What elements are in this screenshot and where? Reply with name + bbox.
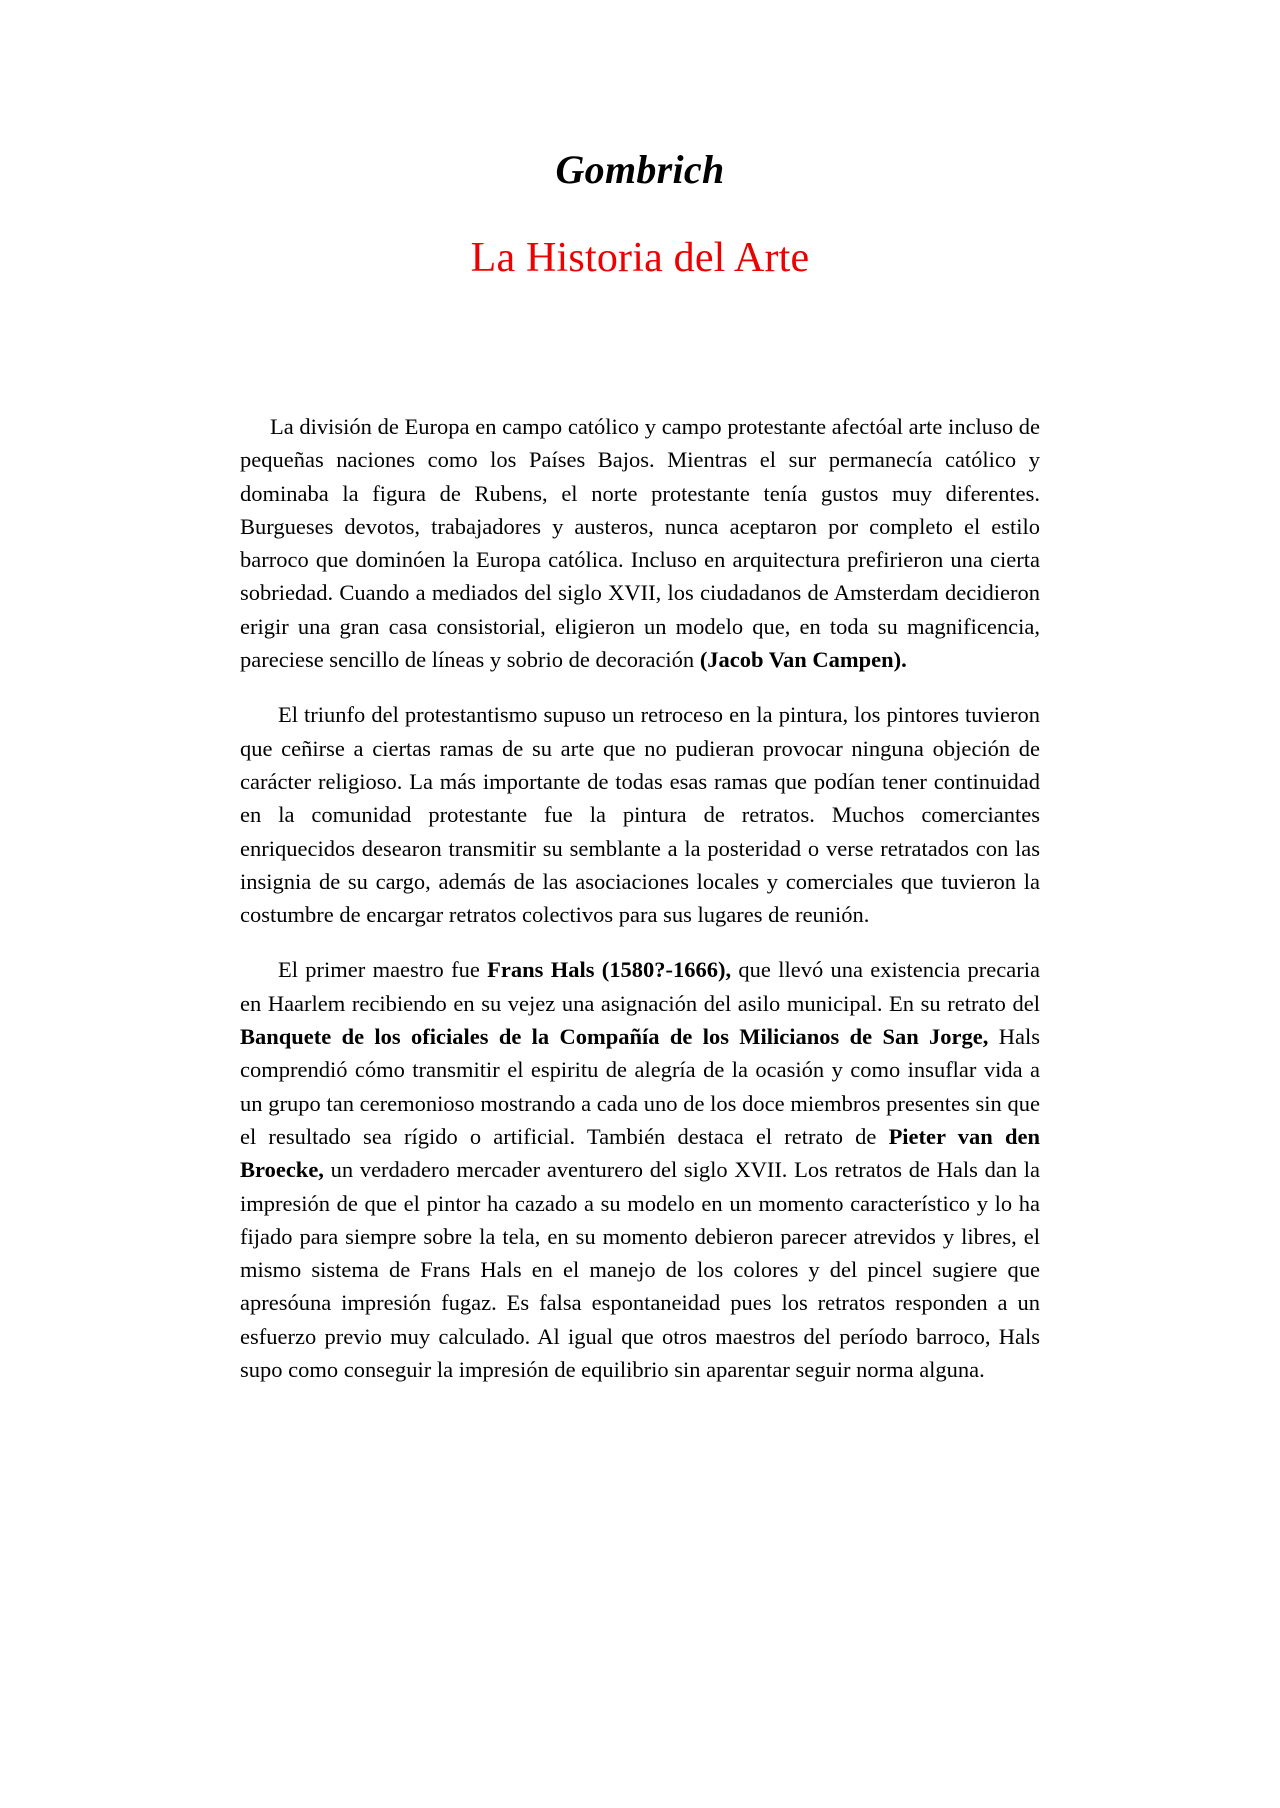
paragraph-2: El triunfo del protestantismo supuso un retroceso en la pintura, los pintores tuvieron que ceñirse a ciertas ramas de su arte que no pudieran provocar ninguna objeción de carácter religioso. La más importante de todas esas ramas que podían tener continuidad en la comunidad protestante fue la pintura de retratos. Muchos comerciantes enriquecidos desearon transmitir su semblante a la posteridad o verse retratados con las insignia de su cargo, además de las asociaciones locales y comerciales que tuvieron la costumbre de encargar retratos colectivos para sus lugares de reunión. [240,702,1040,928]
paragraph-3: El primer maestro fue Frans Hals (1580?-1666), que llevó una existencia precaria en Haarlem recibiendo en su vejez una asignación del asilo municipal. En su retrato del Banquete de los oficiales de la Compañía de los Milicianos de San Jorge, Hals comprendió cómo transmitir el espiritu de alegría de la ocasión y como insuflar vida a un grupo tan ceremonioso mostrando a cada uno de los doce miembros presentes sin que el resultado sea rígido o artificial. También destaca el retrato de Pieter van den Broecke, un verdadero mercader aventurero del siglo XVII. Los retratos de Hals dan la impresión de que el pintor ha cazado a su modelo en un momento característico y lo ha fijado para siempre sobre la tela, en su momento debieron parecer atrevidos y libres, el mismo sistema de Frans Hals en el manejo de los colores y del pincel sugiere que apresóuna impresión fugaz. Es falsa espontaneidad pues los retratos responden a un esfuerzo previo muy calculado. Al igual que otros maestros del período barroco, Hals supo como conseguir la impresión de equilibrio sin aparentar seguir norma alguna. [240,957,1040,1383]
document-body [240,282,1040,1386]
document-main-title: La Historia del Arte [470,235,810,281]
paragraph-1: La división de Europa en campo católico y campo protestante afectóal arte incluso de pequeñas naciones como los Países Bajos. Mientras el sur permanecía católico y dominaba la figura de Rubens, el norte protestante tenía gustos muy diferentes. Burgueses devotos, trabajadores y austeros, nunca aceptaron por completo el estilo barroco que dominóen la Europa católica. Incluso en arquitectura prefirieron una cierta sobriedad. Cuando a mediados del siglo XVII, los ciudadanos de Amsterdam decidieron erigir una gran casa consistorial, eligieron un modelo que, en toda su magnificencia, pareciese sencillo de líneas y sobrio de decoración (Jacob Van Campen). [240,414,1040,673]
document-author-title: Gombrich [555,147,725,192]
